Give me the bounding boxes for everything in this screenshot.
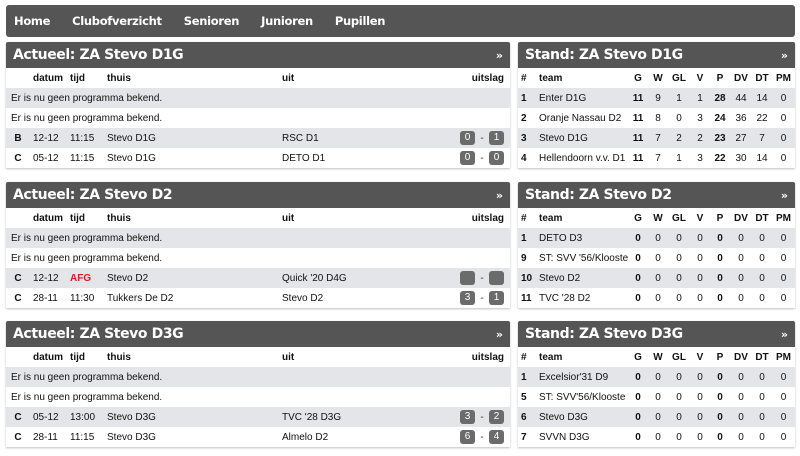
stand-row[interactable] — [518, 128, 795, 148]
match-type: C — [6, 268, 30, 288]
col-g: G — [628, 68, 648, 88]
stat-w: 0 — [648, 407, 668, 427]
col-w: W — [648, 347, 668, 367]
match-result — [454, 148, 510, 168]
stat-gl: 1 — [668, 88, 690, 108]
team-name: Excelsior'31 D9 — [536, 367, 628, 387]
stat-g: 0 — [628, 367, 648, 387]
col-w: W — [648, 68, 668, 88]
stand-panel-title: Stand: ZA Stevo D2 — [525, 187, 672, 203]
no-program-message: Er is nu geen programma bekend. — [6, 108, 510, 128]
stat-g: 11 — [628, 108, 648, 128]
program-header-row — [6, 208, 510, 228]
nav-clubofverzicht[interactable]: Clubofverzicht — [72, 14, 162, 28]
home-team: Tukkers De D2 — [104, 288, 279, 308]
stat-pm: 0 — [772, 268, 795, 288]
col-dt: DT — [752, 208, 772, 228]
col-dv: DV — [730, 208, 752, 228]
program-panel — [6, 321, 510, 447]
no-program-message: Er is nu geen programma bekend. — [6, 248, 510, 268]
stand-header-row — [518, 347, 795, 367]
stand-row[interactable] — [518, 427, 795, 447]
stat-dv: 0 — [730, 367, 752, 387]
stat-w: 0 — [648, 387, 668, 407]
stat-dv: 30 — [730, 148, 752, 168]
stat-v: 3 — [690, 108, 710, 128]
more-arrow-icon[interactable]: » — [495, 48, 503, 62]
col-pm: PM — [772, 208, 795, 228]
stand-panel-title: Stand: ZA Stevo D1G — [525, 47, 683, 63]
stat-v: 0 — [690, 407, 710, 427]
match-row[interactable] — [6, 148, 510, 168]
col-pm: PM — [772, 68, 795, 88]
team-name: Oranje Nassau D2 — [536, 108, 628, 128]
stat-dv: 0 — [730, 248, 752, 268]
stat-v: 0 — [690, 387, 710, 407]
stat-gl: 2 — [668, 128, 690, 148]
stat-dt: 7 — [752, 128, 772, 148]
col-rank: # — [518, 68, 536, 88]
stat-dv: 0 — [730, 387, 752, 407]
away-score-badge: 4 — [489, 430, 504, 444]
stat-v: 1 — [690, 88, 710, 108]
stat-pm: 0 — [772, 407, 795, 427]
away-team: Stevo D2 — [279, 288, 454, 308]
stat-w: 0 — [648, 288, 668, 308]
score-separator: - — [480, 292, 484, 304]
match-type: C — [6, 288, 30, 308]
program-table — [6, 347, 510, 447]
stat-pm: 0 — [772, 228, 795, 248]
no-program-row — [6, 387, 510, 407]
stat-dt: 0 — [752, 387, 772, 407]
score-separator: - — [480, 132, 484, 144]
col-team: team — [536, 68, 628, 88]
program-panel-title: Actueel: ZA Stevo D3G — [13, 326, 184, 342]
stat-w: 0 — [648, 427, 668, 447]
no-program-message: Er is nu geen programma bekend. — [6, 228, 510, 248]
stand-panel — [518, 182, 795, 308]
nav-home[interactable]: Home — [14, 14, 51, 28]
home-score-badge: 3 — [460, 291, 475, 305]
more-arrow-icon[interactable]: » — [780, 188, 788, 202]
stat-g: 11 — [628, 148, 648, 168]
match-row[interactable] — [6, 427, 510, 447]
stat-p: 0 — [710, 248, 730, 268]
team-rank: 2 — [518, 108, 536, 128]
stat-p: 0 — [710, 407, 730, 427]
col-rank: # — [518, 347, 536, 367]
match-date: 28-11 — [30, 427, 67, 447]
team-rank: 11 — [518, 288, 536, 308]
col-pm: PM — [772, 347, 795, 367]
stat-gl: 0 — [668, 108, 690, 128]
stat-dv: 0 — [730, 407, 752, 427]
col-gl: GL — [668, 208, 690, 228]
stat-gl: 0 — [668, 228, 690, 248]
stat-p: 0 — [710, 228, 730, 248]
col-w: W — [648, 208, 668, 228]
team-name: TVC '28 D2 — [536, 288, 628, 308]
col-rank: # — [518, 208, 536, 228]
stat-p: 28 — [710, 88, 730, 108]
away-score-badge: 0 — [489, 151, 504, 165]
team-name: Stevo D2 — [536, 268, 628, 288]
team-rank: 1 — [518, 228, 536, 248]
score-separator: - — [480, 272, 484, 284]
stat-dt: 14 — [752, 88, 772, 108]
stat-w: 7 — [648, 128, 668, 148]
stat-w: 0 — [648, 367, 668, 387]
col-thuis: thuis — [104, 347, 279, 367]
team-name: ST: SVV'56/Klooste — [536, 387, 628, 407]
col-v: V — [690, 347, 710, 367]
match-row[interactable] — [6, 407, 510, 427]
stat-dv: 36 — [730, 108, 752, 128]
home-team: Stevo D1G — [104, 128, 279, 148]
match-date: 12-12 — [30, 128, 67, 148]
stat-dt: 0 — [752, 228, 772, 248]
col-tijd: tijd — [67, 208, 104, 228]
match-type: B — [6, 128, 30, 148]
program-panel-header — [6, 42, 510, 68]
stat-dv: 0 — [730, 268, 752, 288]
nav-pupillen[interactable]: Pupillen — [334, 14, 386, 28]
stat-dt: 0 — [752, 367, 772, 387]
stat-v: 3 — [690, 148, 710, 168]
stat-w: 0 — [648, 248, 668, 268]
match-type: C — [6, 407, 30, 427]
stat-gl: 0 — [668, 387, 690, 407]
col-uit: uit — [279, 208, 454, 228]
more-arrow-icon[interactable]: » — [495, 327, 503, 341]
program-panel-title: Actueel: ZA Stevo D2 — [13, 187, 173, 203]
stat-gl: 0 — [668, 367, 690, 387]
team-name: ST: SVV '56/Klooste — [536, 248, 628, 268]
stat-p: 0 — [710, 427, 730, 447]
program-table — [6, 208, 510, 308]
no-program-row — [6, 88, 510, 108]
program-header-row — [6, 347, 510, 367]
more-arrow-icon[interactable]: » — [495, 188, 503, 202]
col-thuis: thuis — [104, 68, 279, 88]
col-uit: uit — [279, 68, 454, 88]
col-dt: DT — [752, 68, 772, 88]
no-program-message: Er is nu geen programma bekend. — [6, 367, 510, 387]
match-date: 12-12 — [30, 268, 67, 288]
stat-g: 0 — [628, 407, 648, 427]
score-separator: - — [480, 411, 484, 423]
stat-g: 0 — [628, 427, 648, 447]
col-type — [6, 347, 30, 367]
home-team: Stevo D2 — [104, 268, 279, 288]
match-date: 28-11 — [30, 288, 67, 308]
stat-pm: 0 — [772, 148, 795, 168]
col-datum: datum — [30, 68, 67, 88]
col-gl: GL — [668, 347, 690, 367]
stat-gl: 1 — [668, 148, 690, 168]
match-time: 11:15 — [67, 427, 104, 447]
stand-row[interactable] — [518, 288, 795, 308]
stat-gl: 0 — [668, 248, 690, 268]
home-score-badge: 0 — [460, 131, 475, 145]
stat-dt: 0 — [752, 268, 772, 288]
match-time: 11:30 — [67, 288, 104, 308]
home-score-badge: 6 — [460, 430, 475, 444]
col-type — [6, 208, 30, 228]
stat-pm: 0 — [772, 367, 795, 387]
home-team: Stevo D1G — [104, 148, 279, 168]
stand-panel-title: Stand: ZA Stevo D3G — [525, 326, 683, 342]
no-program-message: Er is nu geen programma bekend. — [6, 387, 510, 407]
team-name: Enter D1G — [536, 88, 628, 108]
stat-v: 0 — [690, 228, 710, 248]
stat-pm: 0 — [772, 128, 795, 148]
score-separator: - — [480, 431, 484, 443]
match-result — [454, 427, 510, 447]
stat-p: 24 — [710, 108, 730, 128]
team-rank: 6 — [518, 407, 536, 427]
stat-dv: 0 — [730, 288, 752, 308]
stat-g: 0 — [628, 228, 648, 248]
stand-table — [518, 68, 795, 168]
stat-dv: 44 — [730, 88, 752, 108]
stand-panel — [518, 321, 795, 447]
home-score-badge: 3 — [460, 410, 475, 424]
stat-dv: 27 — [730, 128, 752, 148]
team-rank: 7 — [518, 427, 536, 447]
stat-p: 23 — [710, 128, 730, 148]
stat-gl: 0 — [668, 268, 690, 288]
score-separator: - — [480, 152, 484, 164]
stat-pm: 0 — [772, 108, 795, 128]
away-score-badge: 2 — [489, 410, 504, 424]
program-panel-header — [6, 321, 510, 347]
no-program-message: Er is nu geen programma bekend. — [6, 88, 510, 108]
stat-dv: 0 — [730, 427, 752, 447]
col-dv: DV — [730, 68, 752, 88]
program-panel-title: Actueel: ZA Stevo D1G — [13, 47, 184, 63]
program-panel-header — [6, 182, 510, 208]
col-p: P — [710, 208, 730, 228]
stat-dt: 14 — [752, 148, 772, 168]
program-header-row — [6, 68, 510, 88]
stat-v: 0 — [690, 268, 710, 288]
match-row[interactable] — [6, 128, 510, 148]
more-arrow-icon[interactable]: » — [780, 327, 788, 341]
stat-pm: 0 — [772, 427, 795, 447]
col-v: V — [690, 208, 710, 228]
stat-dt: 0 — [752, 427, 772, 447]
stand-header-row — [518, 208, 795, 228]
col-p: P — [710, 68, 730, 88]
away-team: Almelo D2 — [279, 427, 454, 447]
stand-row[interactable] — [518, 228, 795, 248]
stat-v: 2 — [690, 128, 710, 148]
col-uitslag: uitslag — [454, 68, 510, 88]
match-result — [454, 268, 510, 288]
stat-w: 0 — [648, 228, 668, 248]
match-result — [454, 288, 510, 308]
match-time: 11:15 — [67, 148, 104, 168]
stat-pm: 0 — [772, 88, 795, 108]
stat-g: 11 — [628, 128, 648, 148]
match-type: C — [6, 427, 30, 447]
stand-row[interactable] — [518, 407, 795, 427]
stat-w: 0 — [648, 268, 668, 288]
program-panel — [6, 42, 510, 168]
stat-dt: 0 — [752, 407, 772, 427]
col-g: G — [628, 347, 648, 367]
stat-w: 7 — [648, 148, 668, 168]
match-result — [454, 128, 510, 148]
stat-v: 0 — [690, 288, 710, 308]
no-program-row — [6, 108, 510, 128]
col-datum: datum — [30, 347, 67, 367]
match-result — [454, 407, 510, 427]
stand-panel — [518, 42, 795, 168]
stat-p: 22 — [710, 148, 730, 168]
col-uit: uit — [279, 347, 454, 367]
more-arrow-icon[interactable]: » — [780, 48, 788, 62]
col-type — [6, 68, 30, 88]
match-time: 13:00 — [67, 407, 104, 427]
team-name: Stevo D3G — [536, 407, 628, 427]
cancelled-label: AFG — [67, 268, 104, 288]
away-team: RSC D1 — [279, 128, 454, 148]
nav-senioren[interactable]: Senioren — [183, 14, 240, 28]
stat-pm: 0 — [772, 288, 795, 308]
away-team: Quick '20 D4G — [279, 268, 454, 288]
home-team: Stevo D3G — [104, 427, 279, 447]
stand-row[interactable] — [518, 148, 795, 168]
program-panel — [6, 182, 510, 308]
stat-w: 9 — [648, 88, 668, 108]
home-team: Stevo D3G — [104, 407, 279, 427]
match-row[interactable] — [6, 268, 510, 288]
team-rank: 1 — [518, 367, 536, 387]
stand-panel-header — [518, 321, 795, 347]
team-rank: 5 — [518, 387, 536, 407]
team-rank: 4 — [518, 148, 536, 168]
no-program-row — [6, 248, 510, 268]
col-team: team — [536, 208, 628, 228]
col-datum: datum — [30, 208, 67, 228]
stat-dt: 0 — [752, 248, 772, 268]
stat-w: 8 — [648, 108, 668, 128]
stat-p: 0 — [710, 387, 730, 407]
team-rank: 1 — [518, 88, 536, 108]
stat-g: 11 — [628, 88, 648, 108]
col-team: team — [536, 347, 628, 367]
stat-p: 0 — [710, 288, 730, 308]
team-name: SVVN D3G — [536, 427, 628, 447]
stand-panel-header — [518, 182, 795, 208]
home-score-badge: - — [460, 271, 475, 285]
stat-g: 0 — [628, 268, 648, 288]
col-tijd: tijd — [67, 68, 104, 88]
team-rank: 10 — [518, 268, 536, 288]
stat-v: 0 — [690, 367, 710, 387]
team-name: Stevo D1G — [536, 128, 628, 148]
stand-table — [518, 347, 795, 447]
team-name: DETO D3 — [536, 228, 628, 248]
stand-panel-header — [518, 42, 795, 68]
stat-pm: 0 — [772, 387, 795, 407]
away-score-badge: 1 — [489, 131, 504, 145]
stand-row[interactable] — [518, 367, 795, 387]
stat-g: 0 — [628, 387, 648, 407]
stand-table — [518, 208, 795, 308]
stand-row[interactable] — [518, 88, 795, 108]
away-team: TVC '28 D3G — [279, 407, 454, 427]
team-rank: 3 — [518, 128, 536, 148]
col-dv: DV — [730, 347, 752, 367]
stat-gl: 0 — [668, 407, 690, 427]
match-date: 05-12 — [30, 407, 67, 427]
program-table — [6, 68, 510, 168]
stand-row[interactable] — [518, 268, 795, 288]
main-navbar — [6, 5, 795, 37]
match-type: C — [6, 148, 30, 168]
col-thuis: thuis — [104, 208, 279, 228]
nav-junioren[interactable]: Junioren — [261, 14, 313, 28]
col-uitslag: uitslag — [454, 347, 510, 367]
stand-header-row — [518, 68, 795, 88]
away-team: DETO D1 — [279, 148, 454, 168]
stand-row[interactable] — [518, 248, 795, 268]
stat-g: 0 — [628, 288, 648, 308]
col-v: V — [690, 68, 710, 88]
stat-dv: 0 — [730, 228, 752, 248]
stat-dt: 22 — [752, 108, 772, 128]
stat-pm: 0 — [772, 248, 795, 268]
away-score-badge: 1 — [489, 291, 504, 305]
col-uitslag: uitslag — [454, 208, 510, 228]
match-date: 05-12 — [30, 148, 67, 168]
no-program-row — [6, 367, 510, 387]
stat-gl: 0 — [668, 427, 690, 447]
col-p: P — [710, 347, 730, 367]
team-rank: 9 — [518, 248, 536, 268]
stat-gl: 0 — [668, 288, 690, 308]
stat-v: 0 — [690, 427, 710, 447]
col-tijd: tijd — [67, 347, 104, 367]
away-score-badge: - — [489, 271, 504, 285]
stat-dt: 0 — [752, 288, 772, 308]
no-program-row — [6, 228, 510, 248]
col-gl: GL — [668, 68, 690, 88]
stat-g: 0 — [628, 248, 648, 268]
stat-p: 0 — [710, 268, 730, 288]
match-time: 11:15 — [67, 128, 104, 148]
match-row[interactable] — [6, 288, 510, 308]
col-g: G — [628, 208, 648, 228]
col-dt: DT — [752, 347, 772, 367]
stat-v: 0 — [690, 248, 710, 268]
stand-row[interactable] — [518, 108, 795, 128]
stand-row[interactable] — [518, 387, 795, 407]
stat-p: 0 — [710, 367, 730, 387]
home-score-badge: 0 — [460, 151, 475, 165]
team-name: Hellendoorn v.v. D1 — [536, 148, 628, 168]
